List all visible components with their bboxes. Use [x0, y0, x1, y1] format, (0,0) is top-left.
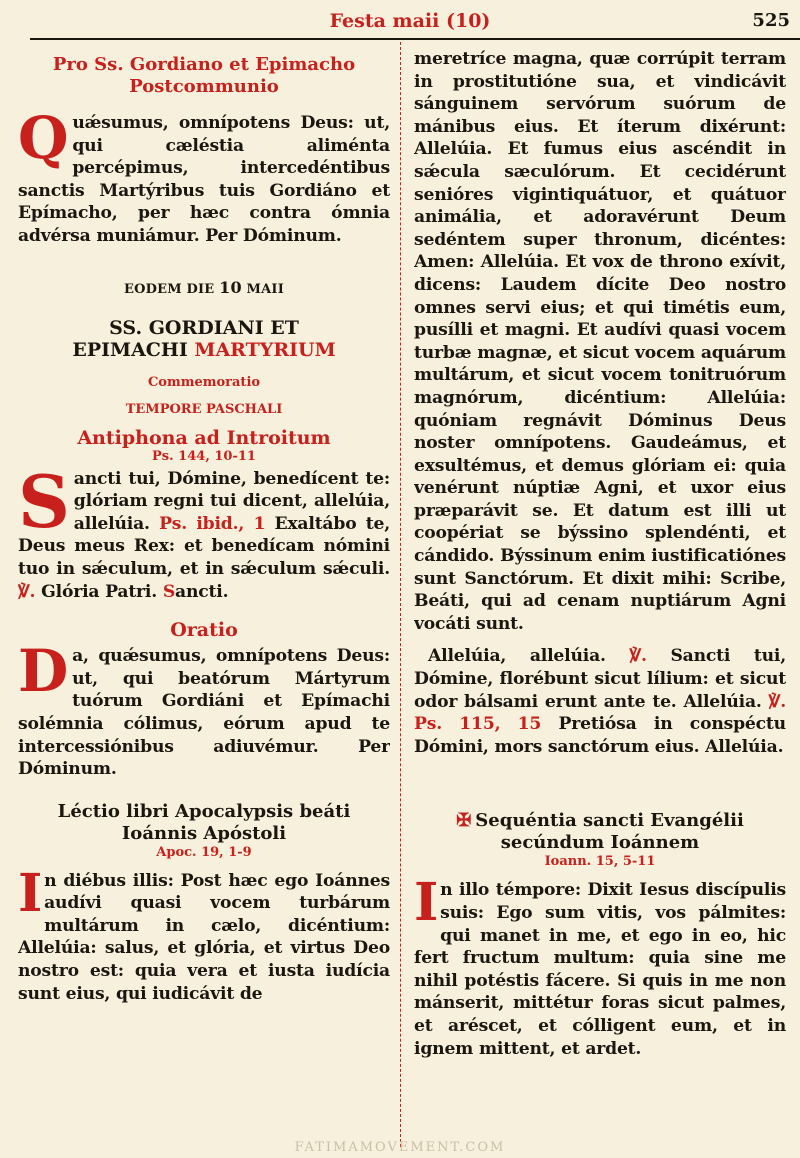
postcommunio-text	[18, 104, 390, 248]
eodem-die-text: EODEM DIE	[124, 281, 215, 297]
introit-psalm-ref: Ps. ibid., 1	[159, 513, 266, 534]
tempore-paschali-label: TEMPORE PASCHALI	[125, 401, 283, 417]
lectio-reference: Apoc. 19, 1-9	[156, 844, 252, 860]
watermark: FATIMAMOVEMENT.COM	[294, 1140, 506, 1155]
alleluia-verse-1: Sancti tui, Dómine, florébunt sicut lílium: et sicut odor bálsami erunt ante te. Allelúia.	[414, 646, 786, 712]
introit-text	[18, 458, 390, 604]
introit-antiphon: ancti tui, Dómine, benedícent te: glóriam regni tui dicent, allelúia, allelúia.	[73, 468, 390, 534]
running-title: Festa maii (10)	[329, 10, 491, 32]
lectio-heading-1: Léctio libri Apocalypsis beáti	[57, 800, 351, 822]
drop-cap-i: I	[18, 862, 43, 924]
eodem-month: MAII	[246, 281, 284, 297]
gospel-body: n illo témpore: Dixit Iesus discípulis suis: Ego sum vitis, vos pálmites: qui manet in me, et ego in eo, hic fert fructum multum: quia sine me nihil potéstis fácere. Si quis in me non mánserit, mittétur foras sicut palmes, et aréscet, et cólligent eum, et in ignem mittent, et ardet.	[414, 880, 786, 1059]
versicle-icon-2: ℣.	[629, 646, 647, 667]
lectio-text	[18, 862, 390, 1006]
feast-title-martyrium: MARTYRIUM	[194, 338, 336, 361]
oratio-text	[18, 637, 390, 781]
gospel-heading-2: secúndum Ioánnem	[500, 832, 700, 854]
page-number: 525	[752, 10, 790, 31]
drop-cap-d: D	[18, 637, 69, 706]
introit-gloria: Glória Patri.	[41, 581, 158, 602]
left-column	[18, 48, 390, 1148]
lectio-body: n diébus illis: Post hæc ego Ioánnes audívi quasi vocem turbárum multárum in cælo, dicéntium: Allelúia: salus, et glória, et virtus Deo nostro est: quia vera et iusta iudícia sunt eius, qui iudicávit de	[18, 870, 390, 1004]
commemoratio-label: Commemoratio	[147, 374, 261, 390]
lectio-continuation: meretríce magna, quæ corrúpit terram in prostitutióne sua, et vindicávit sánguinem servórum suórum de mánibus eius. Et íterum dixérunt: Allelúia. Et fumus eius ascéndit in sǽcula sæculórum. Et cecidérunt senióres vigintiquátuor, et quátuor animália, et adoravérunt Deum sedéntem super thronum, dicéntes: Amen: Allelúia. Et vox de throno exívit, dicens: Laudem dícite Deo nostro omnes servi eius; et qui timétis eum, pusílli et magni. Et audívi quasi vocem turbæ magnæ, et sicut vocem aquárum multárum, et sicut vocem tonitruórum magnórum, dicéntium: Allelúia: quóniam regnávit Dóminus Deus noster omnípotens. Gaudeámus, et exsultémus, et demus glóriam ei: quia venérunt núptiæ Agni, et uxor eius præparávit se. Et datum est illi ut coopériat se býssino splendénti, et cándido. Býssinum enim iustificatiónes sunt Sanctórum. Et dixit mihi: Scribe, Beáti, qui ad cenam nuptiárum Agni vocáti sunt.	[414, 49, 786, 634]
gospel-title: Sequéntia sancti Evangélii	[475, 810, 744, 832]
introit-heading: Antiphona ad Introitum	[77, 426, 331, 449]
gospel-reference: Ioann. 15, 5-11	[544, 854, 656, 870]
postcommunio-body: uǽsumus, omnípotens Deus: ut, qui cæléstia aliménta percépimus, intercedéntibus sanctis Martýribus tuis Gordiáno et Epímacho, per hæc contra ómnia advérsa muniámur. Per Dóminum.	[18, 113, 390, 246]
postcommunio-heading-2: Postcommunio	[129, 76, 279, 97]
feast-title-1: SS. GORDIANI ET	[109, 316, 299, 339]
versicle-icon: ℣.	[18, 581, 36, 602]
alleluia-psalm-ref: ℣. Ps. 115, 15	[414, 691, 786, 735]
introit-reference: Ps. 144, 10-11	[152, 448, 256, 464]
eodem-day-number: 10	[219, 277, 242, 297]
oratio-heading: Oratio	[170, 619, 238, 642]
column-divider	[400, 42, 402, 1147]
cross-icon: ✠	[456, 810, 472, 832]
feast-title-2	[18, 339, 390, 361]
alleluia-verse	[414, 645, 786, 758]
gospel-text	[414, 872, 786, 1060]
drop-cap-i-gospel: I	[414, 872, 439, 934]
postcommunio-heading-1: Pro Ss. Gordiano et Epimacho	[52, 54, 356, 75]
introit-repeat-initial: S	[162, 581, 176, 602]
feast-title-name: EPIMACHI	[72, 338, 188, 361]
drop-cap-q: Q	[18, 104, 69, 172]
header-rule	[30, 38, 800, 40]
right-column	[414, 48, 786, 1148]
alleluia-intro: Allelúia, allelúia.	[428, 646, 606, 667]
eodem-die-heading	[18, 278, 390, 297]
lectio-heading-2: Ioánnis Apóstoli	[121, 822, 287, 844]
alleluia-verse-2: Pretiósa in conspéctu Dómini, mors sanctórum eius. Allelúia.	[414, 714, 786, 757]
introit-repeat: ancti.	[175, 581, 229, 602]
introit-psalm-verse: Exaltábo te, Deus meus Rex: et benedícam nómini tuo in sǽculum, et in sǽculum sǽculi.	[18, 513, 390, 579]
drop-cap-s: S	[18, 458, 70, 544]
page-header	[0, 0, 800, 40]
oratio-body: a, quǽsumus, omnípotens Deus: ut, qui beatórum Mártyrum tuórum Gordiáni et Epímachi solémnia cólimus, eórum apud te intercessiónibus adiuvémur. Per Dóminum.	[18, 646, 390, 780]
gospel-heading-1	[414, 810, 786, 832]
